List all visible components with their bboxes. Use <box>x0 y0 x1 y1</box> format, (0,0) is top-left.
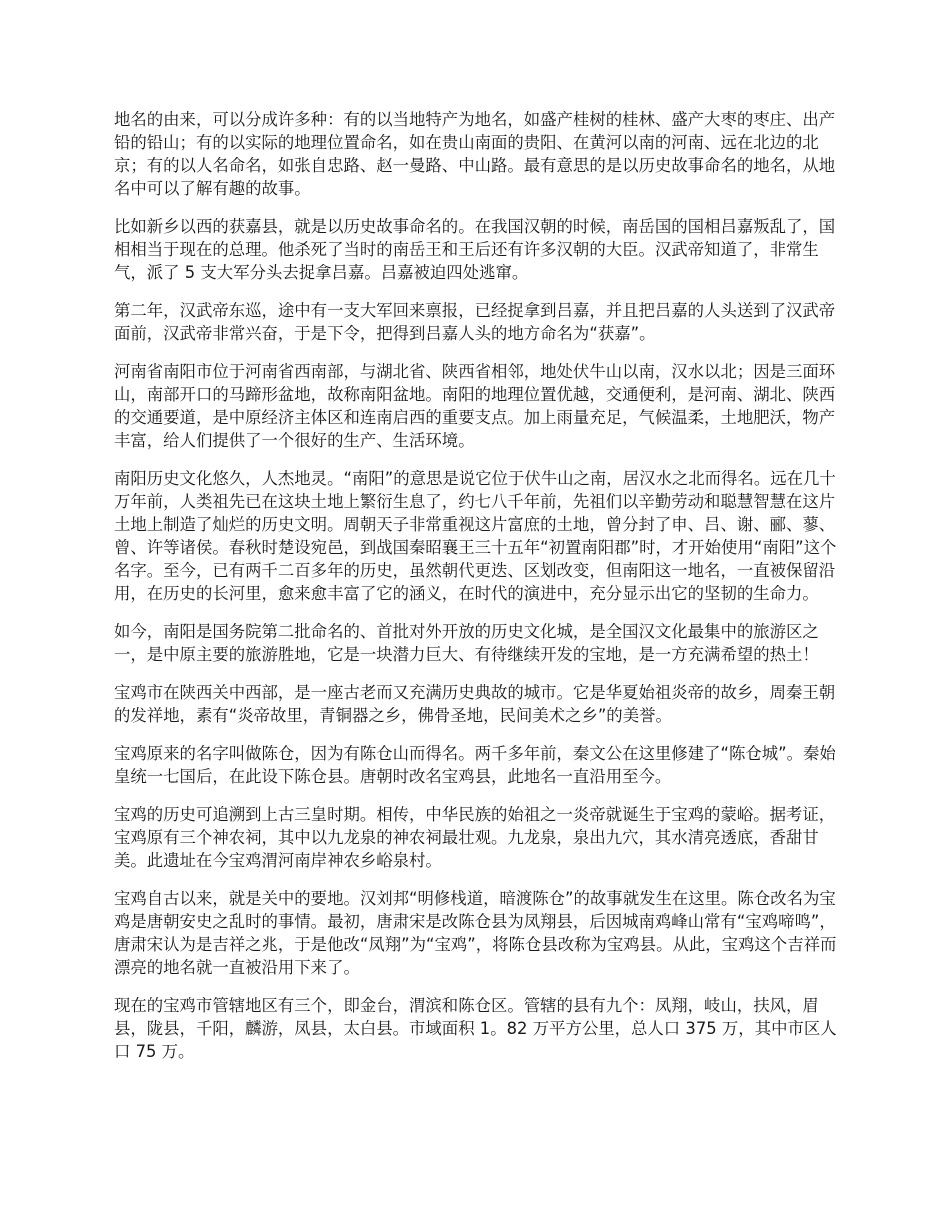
paragraph-baoji-administration: 现在的宝鸡市管辖地区有三个，即金台，渭滨和陈仓区。管辖的县有九个：凤翔，岐山，扶风，眉县，陇县，千阳，麟游，凤县，太白县。市域面积 1。82 万平方公里，总人口 375 万，其中市区人口 75 万。 <box>114 996 837 1061</box>
paragraph-nanyang-history: 南阳历史文化悠久，人杰地灵。“南阳”的意思是说它位于伏牛山之南，居汉水之北而得名。远在几十万年前，人类祖先已在这块土地上繁衍生息了，约七八千年前，先祖们以辛勤劳动和聪慧智慧在这片土地上制造了灿烂的历史文明。周朝天子非常重视这片富庶的土地，曾分封了申、吕、谢、郦、蓼、曾、许等诸侯。春秋时楚设宛邑，到战国秦昭襄王三十五年“初置南阳郡”时，才开始使用“南阳”这个名字。至今，已有两千二百多年的历史，虽然朝代更迭、区划改变，但南阳这一地名，一直被保留沿用，在历史的长河里，愈来愈丰富了它的涵义，在时代的演进中，充分显示出它的坚韧的生命力。 <box>114 469 837 603</box>
paragraph-nanyang-geography: 河南省南阳市位于河南省西南部，与湖北省、陕西省相邻，地处伏牛山以南，汉水以北；因是三面环山，南部开口的马蹄形盆地，故称南阳盆地。南阳的地理位置优越，交通便利，是河南、湖北、陕西的交通要道，是中原经济主体区和连南启西的重要支点。加上雨量充足，气候温柔，土地肥沃，物产丰富，给人们提供了一个很好的生产、生活环境。 <box>114 362 836 450</box>
article-body <box>114 108 838 1078</box>
paragraph-baoji-chencang: 宝鸡原来的名字叫做陈仓，因为有陈仓山而得名。两千多年前，秦文公在这里修建了“陈仓城”。秦始皇统一七国后，在此设下陈仓县。唐朝时改名宝鸡县，此地名一直沿用至今。 <box>114 744 836 786</box>
paragraph-baoji-renaming: 宝鸡自古以来，就是关中的要地。汉刘邦“明修栈道，暗渡陈仓”的故事就发生在这里。陈仓改名为宝鸡是唐朝安史之乱时的事情。最初，唐肃宋是改陈仓县为凤翔县，后因城南鸡峰山常有“宝鸡啼鸣”，唐肃宋认为是吉祥之兆，于是他改“凤翔”为“宝鸡”，将陈仓县改称为宝鸡县。从此，宝鸡这个吉祥而漂亮的地名就一直被沿用下来了。 <box>114 889 837 977</box>
paragraph-nanyang-today: 如今，南阳是国务院第二批命名的、首批对外开放的历史文化城，是全国汉文化最集中的旅游区之一，是中原主要的旅游胜地，它是一块潜力巨大、有待继续开发的宝地，是一方充满希望的热土！ <box>114 622 819 664</box>
paragraph-huojia-naming: 第二年，汉武帝东巡，途中有一支大军回来禀报，已经捉拿到吕嘉，并且把吕嘉的人头送到了汉武帝面前，汉武帝非常兴奋，于是下令，把得到吕嘉人头的地方命名为“获嘉”。 <box>114 301 836 343</box>
paragraph-place-name-origins: 地名的由来，可以分成许多种：有的以当地特产为地名，如盛产桂树的桂林、盛产大枣的枣庄、出产铅的铅山；有的以实际的地理位置命名，如在贵山南面的贵阳、在黄河以南的河南、远在北边的北京；有的以人名命名，如张自忠路、赵一曼路、中山路。最有意思的是以历史故事命名的地名，从地名中可以了解有趣的故事。 <box>114 110 836 198</box>
paragraph-huojia-county: 比如新乡以西的获嘉县，就是以历史故事命名的。在我国汉朝的时候，南岳国的国相吕嘉叛乱了，国相相当于现在的总理。他杀死了当时的南岳王和王后还有许多汉朝的大臣。汉武帝知道了，非常生气，派了 5 支大军分头去捉拿吕嘉。吕嘉被迫四处逃窜。 <box>114 217 836 282</box>
paragraph-baoji-intro: 宝鸡市在陕西关中西部，是一座古老而又充满历史典故的城市。它是华夏始祖炎帝的故乡，周秦王朝的发祥地，素有“炎帝故里，青铜器之乡，佛骨圣地，民间美术之乡”的美誉。 <box>114 683 836 725</box>
paragraph-baoji-ancient-history: 宝鸡的历史可追溯到上古三皇时期。相传，中华民族的始祖之一炎帝就诞生于宝鸡的蒙峪。据考证，宝鸡原有三个神农祠，其中以九龙泉的神农祠最壮观。九龙泉，泉出九穴，其水清亮透底，香甜甘美。此遗址在今宝鸡渭河南岸神农乡峪泉村。 <box>114 805 836 870</box>
